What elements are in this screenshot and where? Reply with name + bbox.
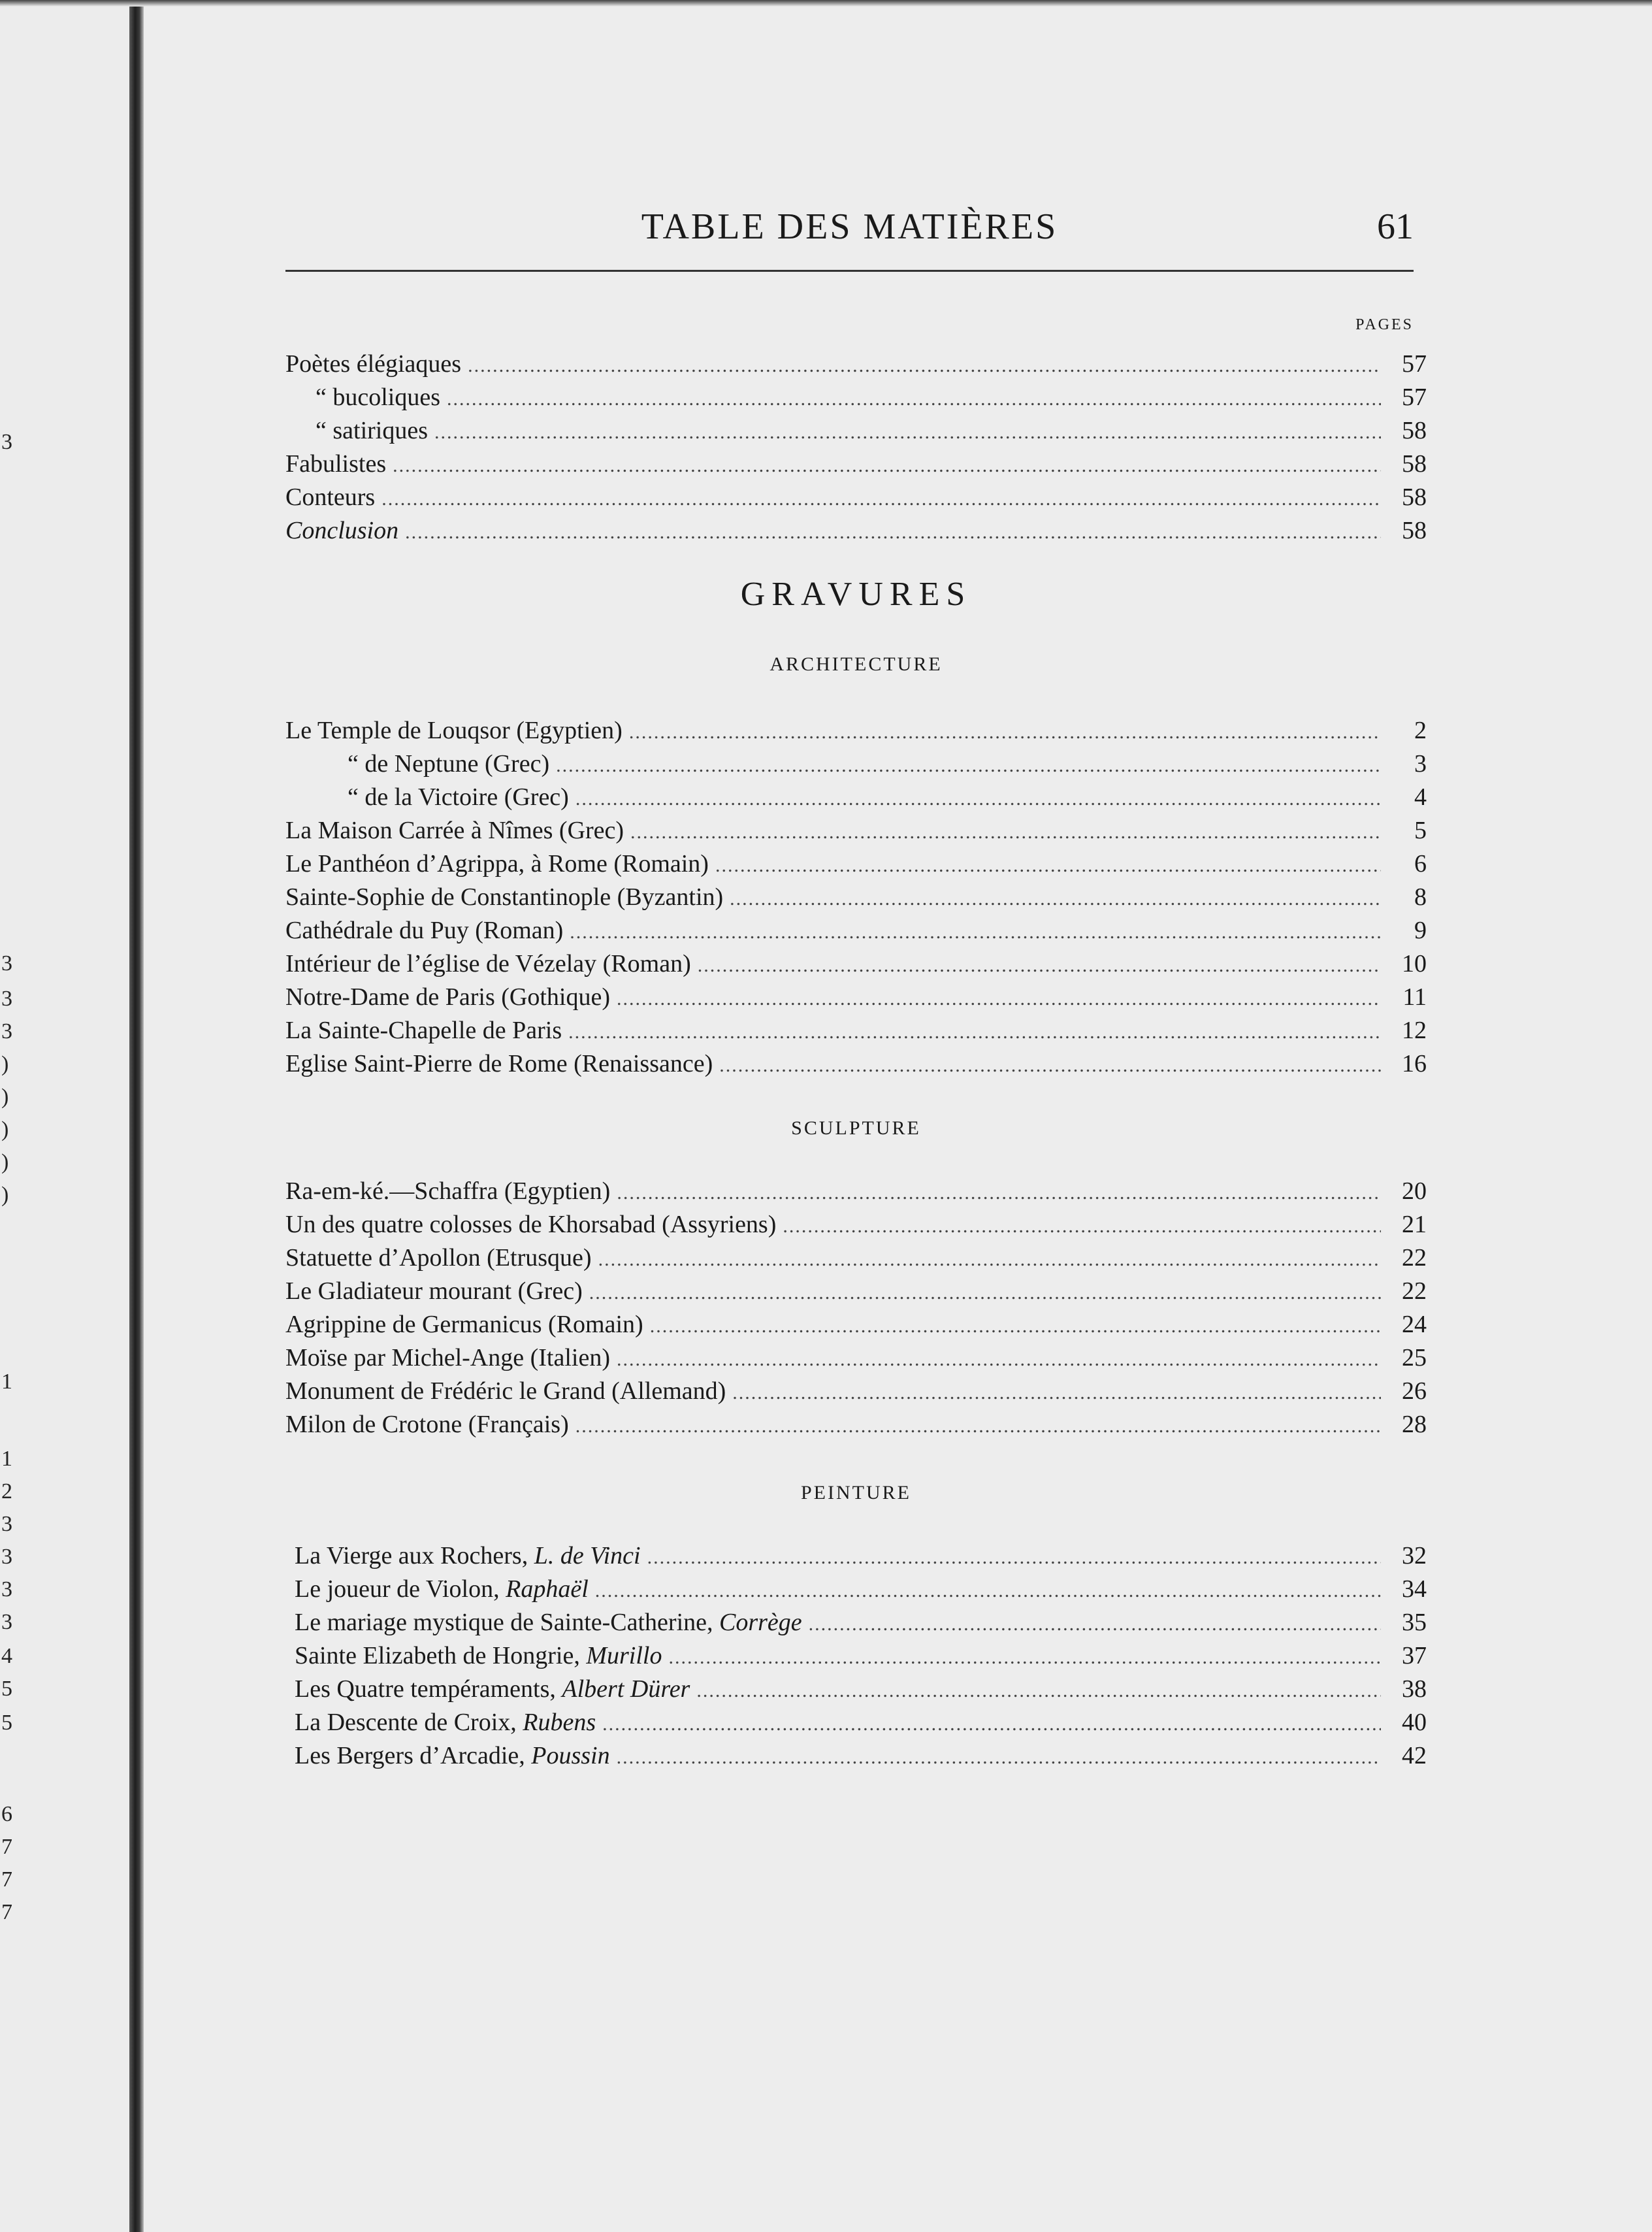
entry-artist: Rubens: [523, 1709, 596, 1736]
entry-title-text: Statuette d’Apollon (Etrusque): [285, 1244, 592, 1272]
dot-leader: [719, 1049, 1381, 1082]
toc-entry: [285, 1241, 1427, 1275]
entry-title-text: La Sainte-Chapelle de Paris: [285, 1017, 562, 1044]
toc-entry: [285, 814, 1427, 847]
entry-title: [285, 1573, 589, 1606]
entry-title: [285, 1673, 690, 1706]
entry-title-text: Notre-Dame de Paris (Gothique): [285, 983, 611, 1011]
entry-page-number: 5: [1414, 817, 1427, 844]
entry-title-text: “ bucoliques: [316, 384, 441, 411]
toc-entry: [285, 847, 1427, 881]
entry-artist: Raphaël: [506, 1575, 589, 1603]
entry-title-text: Milon de Crotone (Français): [285, 1411, 569, 1438]
toc-entry: [285, 1375, 1427, 1408]
entry-title-text: “ satiriques: [316, 417, 429, 444]
toc-entry: [285, 414, 1427, 448]
entry-title-text: Cathédrale du Puy (Roman): [285, 917, 564, 944]
entry-title-text: Le mariage mystique de Sainte-Catherine,: [295, 1609, 713, 1636]
previous-page-number: ): [1, 1052, 9, 1076]
entry-title-text: Monument de Frédéric le Grand (Allemand): [285, 1377, 726, 1405]
toc-entry: [285, 1175, 1427, 1208]
dot-leader: [617, 1741, 1381, 1774]
toc-entry: [285, 381, 1427, 414]
entry-page-number: 25: [1402, 1344, 1427, 1371]
entry-title: [285, 1408, 569, 1441]
entry-page-number: 2: [1414, 717, 1427, 744]
entry-artist: Corrège: [719, 1609, 802, 1636]
entry-page-number: 58: [1402, 450, 1427, 478]
entry-title: [285, 414, 428, 448]
entry-page-number: 22: [1402, 1277, 1427, 1305]
toc-entry: [285, 1606, 1427, 1639]
previous-page-number: ): [1, 1085, 9, 1109]
toc-entry: [285, 1539, 1427, 1573]
previous-page-number: 7: [1, 1900, 12, 1924]
dot-leader: [715, 849, 1381, 882]
dot-leader: [650, 1309, 1381, 1343]
dot-leader: [447, 382, 1381, 416]
entry-title: [285, 1275, 583, 1308]
entry-page-number: 37: [1402, 1642, 1427, 1669]
previous-page-number: 3: [1, 1577, 12, 1601]
previous-page-number: 2: [1, 1479, 12, 1503]
entry-page-number: 11: [1402, 983, 1427, 1011]
entry-title-text: Ra-em-ké.—Schaffra (Egyptien): [285, 1177, 611, 1205]
previous-page-number: 7: [1, 1835, 12, 1859]
entry-title: [285, 747, 549, 781]
dot-leader: [434, 416, 1381, 449]
page-title: TABLE DES MATIÈRES: [641, 206, 1058, 247]
toc-entry: [285, 714, 1427, 747]
dot-leader: [595, 1574, 1381, 1607]
toc-entry: [285, 1275, 1427, 1308]
previous-page-number: 3: [1, 1512, 12, 1536]
entry-page-number: 35: [1402, 1609, 1427, 1636]
dot-leader: [630, 815, 1381, 849]
previous-page-edge: [0, 0, 137, 2232]
pages-column-label: PAGES: [1355, 316, 1414, 333]
previous-page-number: 3: [1, 987, 12, 1011]
entry-title-text: Le joueur de Violon,: [295, 1575, 500, 1603]
toc-entry: [285, 881, 1427, 914]
dot-leader: [405, 516, 1381, 549]
toc-entry: [285, 914, 1427, 947]
entry-title: [285, 514, 398, 548]
dot-leader: [617, 982, 1381, 1015]
toc-entry: [285, 448, 1427, 481]
entry-title-text: Intérieur de l’église de Vézelay (Roman): [285, 950, 691, 977]
previous-page-number: 1: [1, 1447, 12, 1471]
entry-title-text: Sainte Elizabeth de Hongrie,: [295, 1642, 580, 1669]
toc-section: [285, 348, 1427, 548]
entry-title: [285, 1606, 802, 1639]
entry-title-text: Le Temple de Louqsor (Egyptien): [285, 717, 623, 744]
toc-entry: [285, 1341, 1427, 1375]
entry-title: [285, 714, 623, 747]
architecture-section: [285, 714, 1427, 1081]
dot-leader: [696, 1674, 1381, 1707]
toc-entry: [285, 981, 1427, 1014]
entry-page-number: 10: [1402, 950, 1427, 977]
entry-title-text: Fabulistes: [285, 450, 387, 478]
toc-entry: [285, 747, 1427, 781]
toc-entry: [285, 1408, 1427, 1441]
entry-title: [285, 1706, 596, 1739]
dot-leader: [575, 1409, 1381, 1443]
page-top-edge: [0, 0, 1652, 7]
entry-title: [285, 1047, 713, 1081]
toc-entry: [285, 348, 1427, 381]
dot-leader: [556, 749, 1381, 782]
entry-title: [285, 914, 563, 947]
entry-page-number: 26: [1402, 1377, 1427, 1405]
entry-title: [285, 881, 723, 914]
entry-page-number: 58: [1402, 517, 1427, 544]
peinture-section: [285, 1539, 1427, 1773]
entry-artist: Murillo: [586, 1642, 662, 1669]
previous-page-number: ): [1, 1117, 9, 1141]
entry-title-text: Eglise Saint-Pierre de Rome (Renaissance): [285, 1050, 713, 1077]
entry-title: [285, 814, 624, 847]
dot-leader: [617, 1343, 1381, 1376]
book-spine: [129, 0, 144, 2232]
dot-leader: [617, 1176, 1381, 1209]
toc-entry: [285, 781, 1427, 814]
dot-leader: [393, 449, 1381, 482]
dot-leader: [468, 349, 1381, 382]
entry-page-number: 57: [1402, 384, 1427, 411]
entry-page-number: 16: [1402, 1050, 1427, 1077]
previous-page-number: 7: [1, 1867, 12, 1892]
toc-entry: [285, 1573, 1427, 1606]
sculpture-heading: SCULPTURE: [791, 1117, 921, 1139]
dot-leader: [730, 882, 1381, 915]
architecture-heading: ARCHITECTURE: [769, 653, 943, 675]
entry-page-number: 3: [1414, 750, 1427, 778]
entry-title-text: Un des quatre colosses de Khorsabad (Assyriens): [285, 1211, 777, 1238]
entry-title-text: Poètes élégiaques: [285, 350, 462, 378]
toc-entry: [285, 1208, 1427, 1241]
previous-page-number: 4: [1, 1644, 12, 1668]
dot-leader: [809, 1607, 1381, 1641]
previous-page-numbers: [0, 0, 20, 2232]
entry-title-text: Le Gladiateur mourant (Grec): [285, 1277, 583, 1305]
previous-page-number: 5: [1, 1677, 12, 1701]
previous-page-number: 3: [1, 951, 12, 976]
previous-page-number: 3: [1, 430, 12, 454]
toc-entry: [285, 514, 1427, 548]
entry-artist: Poussin: [531, 1742, 610, 1769]
entry-page-number: 57: [1402, 350, 1427, 378]
entry-title: [285, 947, 691, 981]
entry-artist: Albert Dürer: [562, 1675, 690, 1703]
entry-title-text: “ de la Victoire (Grec): [348, 783, 569, 811]
page-number: 61: [1377, 206, 1414, 247]
dot-leader: [570, 915, 1381, 949]
entry-title: [285, 1208, 776, 1241]
entry-title-text: “ de Neptune (Grec): [348, 750, 550, 778]
entry-title: [285, 1308, 643, 1341]
entry-title-text: La Vierge aux Rochers,: [295, 1542, 528, 1569]
entry-title-text: Conteurs: [285, 484, 376, 511]
entry-page-number: 20: [1402, 1177, 1427, 1205]
previous-page-number: 3: [1, 1610, 12, 1634]
entry-page-number: 58: [1402, 417, 1427, 444]
dot-leader: [629, 715, 1381, 749]
dot-leader: [568, 1015, 1381, 1049]
dot-leader: [783, 1209, 1381, 1243]
toc-entry: [285, 1014, 1427, 1047]
previous-page-number: 1: [1, 1370, 12, 1394]
entry-title: [285, 481, 375, 514]
toc-entry: [285, 1706, 1427, 1739]
entry-title: [285, 1241, 592, 1275]
entry-page-number: 8: [1414, 883, 1427, 911]
entry-title: [285, 1341, 610, 1375]
entry-page-number: 24: [1402, 1311, 1427, 1338]
gravures-heading: GRAVURES: [740, 576, 972, 613]
entry-title: [285, 1639, 662, 1673]
entry-title-text: Agrippine de Germanicus (Romain): [285, 1311, 643, 1338]
dot-leader: [732, 1376, 1381, 1409]
entry-page-number: 22: [1402, 1244, 1427, 1272]
entry-page-number: 21: [1402, 1211, 1427, 1238]
entry-page-number: 9: [1414, 917, 1427, 944]
entry-title-text: Conclusion: [285, 517, 399, 544]
entry-title-text: Sainte-Sophie de Constantinople (Byzantin): [285, 883, 724, 911]
previous-page-number: 3: [1, 1545, 12, 1569]
entry-page-number: 4: [1414, 783, 1427, 811]
entry-page-number: 34: [1402, 1575, 1427, 1603]
entry-title: [285, 1014, 562, 1047]
dot-leader: [598, 1243, 1381, 1276]
dot-leader: [381, 482, 1381, 516]
entry-title: [285, 1175, 610, 1208]
entry-title-text: Les Quatre tempéraments,: [295, 1675, 556, 1703]
toc-entry: [285, 1639, 1427, 1673]
previous-page-number: 3: [1, 1019, 12, 1043]
entry-page-number: 12: [1402, 1017, 1427, 1044]
previous-page-number: ): [1, 1150, 9, 1174]
sculpture-section: [285, 1175, 1427, 1441]
header-rule: [285, 270, 1414, 272]
toc-entry: [285, 947, 1427, 981]
previous-page-number: ): [1, 1183, 9, 1207]
entry-title: [285, 1739, 610, 1773]
entry-title: [285, 981, 610, 1014]
entry-title-text: Le Panthéon d’Agrippa, à Rome (Romain): [285, 850, 709, 878]
entry-page-number: 40: [1402, 1709, 1427, 1736]
entry-title: [285, 847, 709, 881]
entry-page-number: 42: [1402, 1742, 1427, 1769]
entry-page-number: 38: [1402, 1675, 1427, 1703]
entry-title-text: La Descente de Croix,: [295, 1709, 517, 1736]
page-header: [285, 206, 1414, 258]
entry-title-text: Moïse par Michel-Ange (Italien): [285, 1344, 610, 1371]
dot-leader: [698, 949, 1381, 982]
dot-leader: [668, 1641, 1381, 1674]
entry-title: [285, 781, 569, 814]
toc-entry: [285, 1673, 1427, 1706]
dot-leader: [575, 782, 1381, 815]
entry-title: [285, 348, 461, 381]
dot-leader: [647, 1541, 1381, 1574]
entry-title-text: La Maison Carrée à Nîmes (Grec): [285, 817, 624, 844]
entry-artist: L. de Vinci: [534, 1542, 641, 1569]
toc-entry: [285, 1047, 1427, 1081]
entry-page-number: 28: [1402, 1411, 1427, 1438]
entry-title: [285, 1375, 726, 1408]
dot-leader: [602, 1707, 1381, 1741]
toc-entry: [285, 481, 1427, 514]
entry-title: [285, 448, 386, 481]
dot-leader: [589, 1276, 1381, 1309]
entry-title-text: Les Bergers d’Arcadie,: [295, 1742, 525, 1769]
previous-page-number: 5: [1, 1711, 12, 1735]
entry-page-number: 58: [1402, 484, 1427, 511]
toc-entry: [285, 1308, 1427, 1341]
entry-title: [285, 1539, 641, 1573]
entry-page-number: 6: [1414, 850, 1427, 878]
entry-title: [285, 381, 440, 414]
peinture-heading: PEINTURE: [801, 1482, 911, 1503]
previous-page-number: 6: [1, 1802, 12, 1826]
entry-page-number: 32: [1402, 1542, 1427, 1569]
toc-entry: [285, 1739, 1427, 1773]
